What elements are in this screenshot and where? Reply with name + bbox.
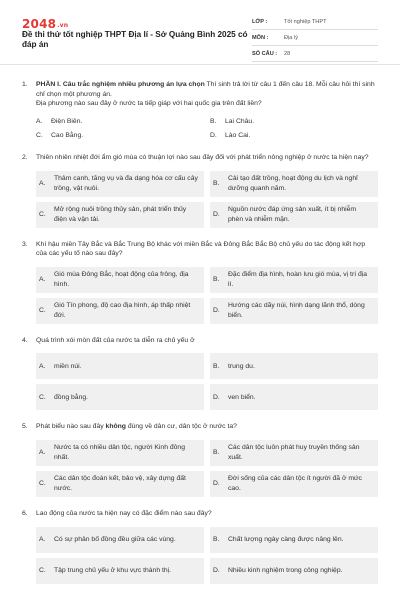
option-b[interactable]: B. Đặc điểm địa hình, hoàn lưu gió mùa, vị trí địa lí. [210, 267, 378, 293]
question-text: Thiên nhiên nhiệt đới ẩm gió mùa có thuận lợi nào sau đây đối với phát triển nông nghiệp ở nước ta hiện nay? [36, 153, 369, 161]
question-list [22, 80, 378, 596]
page-header [0, 0, 400, 65]
meta-value: 28 [284, 50, 291, 57]
exam-meta [252, 14, 378, 62]
options-list [22, 117, 378, 141]
option-c[interactable]: C. Cao Bằng. [36, 132, 84, 140]
section-instructions: Thí sinh trả lời từ câu 1 đến câu 18. Mỗi câu hỏi thí sinh chỉ chọn một phương án. [36, 81, 375, 98]
question-1 [22, 80, 378, 141]
option-b[interactable]: B. Chất lượng ngày càng được nâng lên. [210, 527, 378, 553]
option-d[interactable]: D. Lào Cai. [210, 132, 251, 140]
option-d[interactable]: D. Hướng các dãy núi, hình dạng lãnh thổ, dòng biển. [210, 298, 378, 324]
option-c[interactable]: C. Các dân tộc đoàn kết, bảo vệ, xây dựng đất nước. [36, 471, 204, 497]
option-b[interactable]: B. Cải tạo đất trồng, hoạt động du lịch và nghỉ dưỡng quanh năm. [210, 171, 378, 197]
option-a[interactable]: A. Có sự phân bố đồng đều giữa các vùng. [36, 527, 204, 553]
options-list [22, 527, 378, 584]
option-c[interactable]: C. Mở rộng nuôi trồng thủy sản, phát triển thủy điện và vận tải. [36, 202, 204, 228]
meta-label: SỐ CÂU : [252, 50, 278, 57]
question-stem: Địa phương nào sau đây ở nước ta tiếp giáp với hai quốc gia trên đất liền? [36, 100, 262, 108]
question-number: 1. [22, 81, 28, 88]
question-number: 2. [22, 153, 28, 161]
option-c[interactable]: C. đồng bằng. [36, 384, 204, 410]
option-a[interactable]: A. miền núi. [36, 353, 204, 379]
meta-value: Tốt nghiệp THPT [284, 18, 327, 25]
question-4 [22, 336, 378, 411]
question-number: 3. [22, 240, 28, 248]
question-text [36, 80, 378, 109]
meta-row-count [252, 46, 378, 62]
section-heading: PHẦN I. Câu trắc nghiệm nhiều phương án lựa chọn [36, 81, 205, 88]
question-text: Phát biểu nào sau đây không đúng về dân cư, dân tộc ở nước ta? [36, 423, 237, 431]
option-a[interactable]: A. Điện Biên. [36, 117, 83, 125]
option-b[interactable]: B. Lai Châu. [210, 117, 255, 125]
option-a[interactable]: A. Gió mùa Đông Bắc, hoạt động của frông, địa hình. [36, 267, 204, 293]
meta-row-subject [252, 30, 378, 46]
question-number: 6. [22, 509, 28, 517]
site-logo[interactable]: 2048.vn [22, 17, 69, 31]
option-c[interactable]: C. Gió Tín phong, độ cao địa hình, áp thấp nhiệt đới. [36, 298, 204, 324]
option-d[interactable]: D. Nguồn nước đáp ứng sản xuất, ít bị nhiễm phèn và nhiễm mặn. [210, 202, 378, 228]
option-d[interactable]: D. Đời sống của các dân tộc ít người đã ở mức cao. [210, 471, 378, 497]
question-6 [22, 509, 378, 584]
options-list [22, 353, 378, 410]
question-number: 5. [22, 423, 28, 431]
question-text: Khí hậu miền Tây Bắc và Bắc Trung Bộ khác với miền Bắc và Đông Bắc Bắc Bộ chủ yếu do tác động kết hợp của các yếu tố nào sau đây? [36, 240, 366, 258]
option-c[interactable]: C. Tập trung chủ yếu ở khu vực thành thị. [36, 558, 204, 584]
option-a[interactable]: A. Nước ta có nhiều dân tộc, người Kinh đông nhất. [36, 440, 204, 466]
question-5 [22, 422, 378, 497]
option-b[interactable]: B. Các dân tộc luôn phát huy truyền thống sản xuất. [210, 440, 378, 466]
meta-value: Địa lý [284, 34, 298, 41]
question-3 [22, 240, 378, 324]
option-b[interactable]: B. trung du. [210, 353, 378, 379]
exam-title: Đề thi thử tốt nghiệp THPT Địa lí - Sở Quảng Bình 2025 có đáp án [22, 30, 248, 49]
emphasis-not: không [105, 423, 126, 431]
option-d[interactable]: D. Nhiều kinh nghiệm trong công nghiệp. [210, 558, 378, 584]
question-number: 4. [22, 336, 28, 344]
option-d[interactable]: D. ven biển. [210, 384, 378, 410]
options-list [22, 171, 378, 228]
question-text: Lao động của nước ta hiện nay có đặc điểm nào sau đây? [36, 509, 212, 517]
meta-label: LỚP : [252, 18, 268, 25]
meta-label: MÔN : [252, 34, 269, 41]
options-list [22, 440, 378, 497]
meta-row-class [252, 14, 378, 30]
option-a[interactable]: A. Thâm canh, tăng vụ và đa dạng hóa cơ cấu cây trồng, vật nuôi. [36, 171, 204, 197]
options-list [22, 267, 378, 324]
question-text: Quá trình xói mòn đất của nước ta diễn ra chủ yếu ở [36, 336, 195, 344]
question-2 [22, 153, 378, 228]
